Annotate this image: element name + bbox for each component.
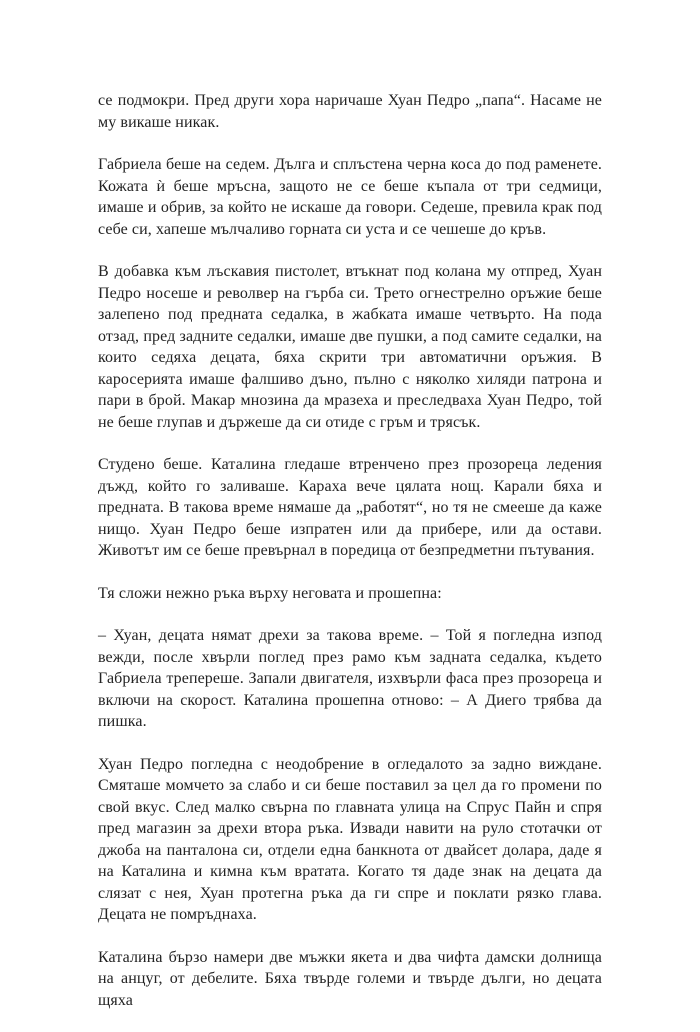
paragraph: Габриела беше на седем. Дълга и сплъстена черна коса до под раменете. Кожата ѝ беше мръсна, защото не се беше къпала от три седмици, имаше и обрив, за който не искаше да говори. Седеше, превила крак под себе си, хапеше мълчаливо горната си уста и се чешеше до кръв. xyxy=(98,156,602,238)
paragraph: Каталина бързо намери две мъжки якета и два чифта дамски долнища на анцуг, от дебелите. Бяха твърде големи и твърде дълги, но децата щяха xyxy=(98,948,602,1009)
paragraph: – Хуан, децата нямат дрехи за такова време. – Той я погледна изпод вежди, после хвърли поглед през рамо към задната седалка, където Габриела трепереше. Запали двигателя, изхвърли фаса през прозореца и включи на скорост. Каталина прошепна отново: – А Диего трябва да пишка. xyxy=(98,627,602,730)
paragraph: Хуан Педро погледна с неодобрение в огледалото за задно виждане. Смяташе момчето за слабо и си беше поставил за цел да го промени по свой вкус. След малко свърна по главната улица на Спрус Пайн и спря пред магазин за дрехи втора ръка. Извади навити на руло стотачки от джоба на панталона си, отдели една банкнота от двайсет долара, даде я на Каталина и кимна към вратата. Когато тя даде знак на децата да слязат с нея, Хуан протегна ръка да ги спре и поклати рязко глава. Децата не помръднаха. xyxy=(98,755,602,923)
paragraph: Тя сложи нежно ръка върху неговата и прошепна: xyxy=(98,584,442,602)
paragraph: В добавка към лъскавия пистолет, втъкнат под колана му отпред, Хуан Педро носеше и револвер на гърба си. Трето огнестрелно оръжие беше залепено под предната седалка, в жабката имаше четвърто. На пода отзад, пред задните седалки, имаше две пушки, а под самите седалки, на които седяха децата, бяха скрити три автоматични оръжия. В каросерията имаше фалшиво дъно, пълно с няколко хиляди патрона и пари в брой. Макар мнозина да мразеха и преследваха Хуан Педро, той не беше глупав и държеше да си отиде с гръм и трясък. xyxy=(98,263,602,431)
paragraph: Студено беше. Каталина гледаше втренчено през прозореца ледения дъжд, който го заливаше. Караха вече цялата нощ. Карали бяха и предната. В такова време нямаше да „работят“, но тя не смееше да каже нищо. Хуан Педро беше изпратен или да прибере, или да остави. Животът им се беше превърнал в поредица от безпредметни пътувания. xyxy=(98,456,602,559)
paragraph: се подмокри. Пред други хора наричаше Хуан Педро „папа“. Насаме не му викаше никак. xyxy=(98,92,602,131)
document-body xyxy=(98,90,602,1032)
